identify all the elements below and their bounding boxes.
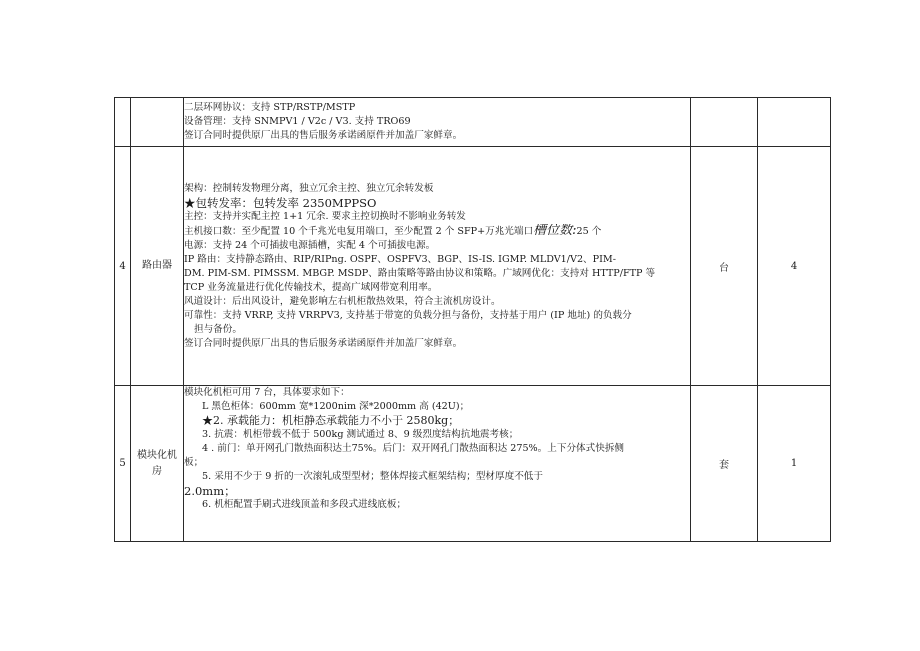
spec-line: [184, 224, 690, 239]
spec-line: IP 路由：支持静态路由、RIP/RIPng. OSPF、OSPFV3、BGP、IS-IS. IGMP. MLDV1/V2、PIM-: [184, 253, 616, 265]
spec-line: 签订合同时提供原厂出具的售后服务承诺函原件并加盖厂家鲜章。: [184, 130, 463, 141]
spec-line: 模块化机柜可用 7 台，具体要求如下：: [184, 387, 350, 398]
table-row: [115, 98, 831, 147]
spec-text: 25 个: [576, 225, 602, 237]
spec-line: 4 . 前门：单开网孔门散热面积达土75%。后门：双开网孔门散热面积达 275%。上下分体式快拆侧: [202, 443, 625, 454]
item-name-line: 房: [152, 465, 162, 477]
row-number: 5: [115, 386, 131, 542]
spec-line: 电源：支持 24 个可插拔电源插槽，实配 4 个可插拔电源。: [184, 239, 436, 251]
spec-line: 可靠性：支持 VRRP, 支持 VRRPV3, 支持基于带宽的负载分担与备份，支持基于用户 (IP 地址) 的负载分: [184, 309, 632, 321]
item-name: 路由器: [131, 147, 184, 386]
spec-line: 3. 抗震：机柜带载不低于 500kg 测试通过 8、9 级烈度结构抗地震考核；: [202, 429, 519, 440]
spec-line: 风道设计：后出风设计，避免影响左右机柜散热效果，符合主流机房设计。: [184, 295, 501, 307]
spec-line: 2.0mm；: [184, 484, 236, 498]
item-spec: [184, 386, 691, 542]
table-row: [115, 386, 831, 542]
item-name: [131, 98, 184, 147]
spec-line: 架构：控制转发物理分离，独立冗余主控、独立冗余转发板: [184, 182, 434, 194]
spec-line: L 黑色柜体：600mm 宽*1200nim 深*2000mm 高 (42U)；: [202, 401, 470, 412]
spec-table: [114, 97, 831, 542]
spec-line: 签订合同时提供原厂出具的售后服务承诺函原件并加盖厂家鲜章。: [184, 337, 463, 349]
spec-line: DM. PIM-SM. PIMSSM. MBGP. MSDP、路由策略等路由协议和策略。广域网优化：支持对 HTTP/FTP 等: [184, 267, 656, 279]
spec-clip: [184, 386, 690, 541]
item-quantity: [758, 98, 831, 147]
spec-line: 设备管理：支持 SNMPV1 / V2c / V3. 支持 TRO69: [184, 116, 411, 127]
spec-line: 5. 采用不少于 9 折的一次滚轧成型型材；整体焊接式框架结构；型材厚度不低于: [202, 471, 543, 482]
spec-line: 担与备份。: [194, 323, 242, 335]
item-quantity: 4: [758, 147, 831, 386]
spec-line: ★包转发率：包转发率 2350MPPSO: [184, 195, 377, 210]
item-unit: [691, 98, 758, 147]
spec-emphasis: 槽位数:: [533, 223, 577, 238]
item-name: [131, 386, 184, 542]
spec-line: 二层环网协议：支持 STP/RSTP/MSTP: [184, 102, 356, 113]
item-spec: [184, 147, 691, 386]
item-spec: [184, 98, 691, 147]
spec-line: 板；: [184, 457, 204, 468]
spec-line: 主控：支持并实配主控 1+1 冗余. 要求主控切换时不影响业务转发: [184, 210, 466, 222]
row-number: [115, 98, 131, 147]
item-name-line: 模块化机: [137, 449, 177, 461]
table-row: [115, 147, 831, 386]
item-quantity: 1: [758, 386, 831, 542]
item-unit: 套: [691, 386, 758, 542]
row-number: 4: [115, 147, 131, 386]
spec-line: ★2. 承载能力：机柜静态承载能力不小于 2580kg；: [202, 414, 460, 427]
spec-line: 6. 机柜配置手刷式进线顶盖和多段式进线底板；: [202, 499, 407, 510]
spec-text: 主机接口数：至少配置 10 个千兆光电复用端口，至少配置 2 个 SFP+万兆光端口: [184, 225, 534, 237]
item-unit: 台: [691, 147, 758, 386]
spec-line: TCP 业务流量进行优化传输技术，提高广域网带宽利用率。: [184, 281, 438, 293]
